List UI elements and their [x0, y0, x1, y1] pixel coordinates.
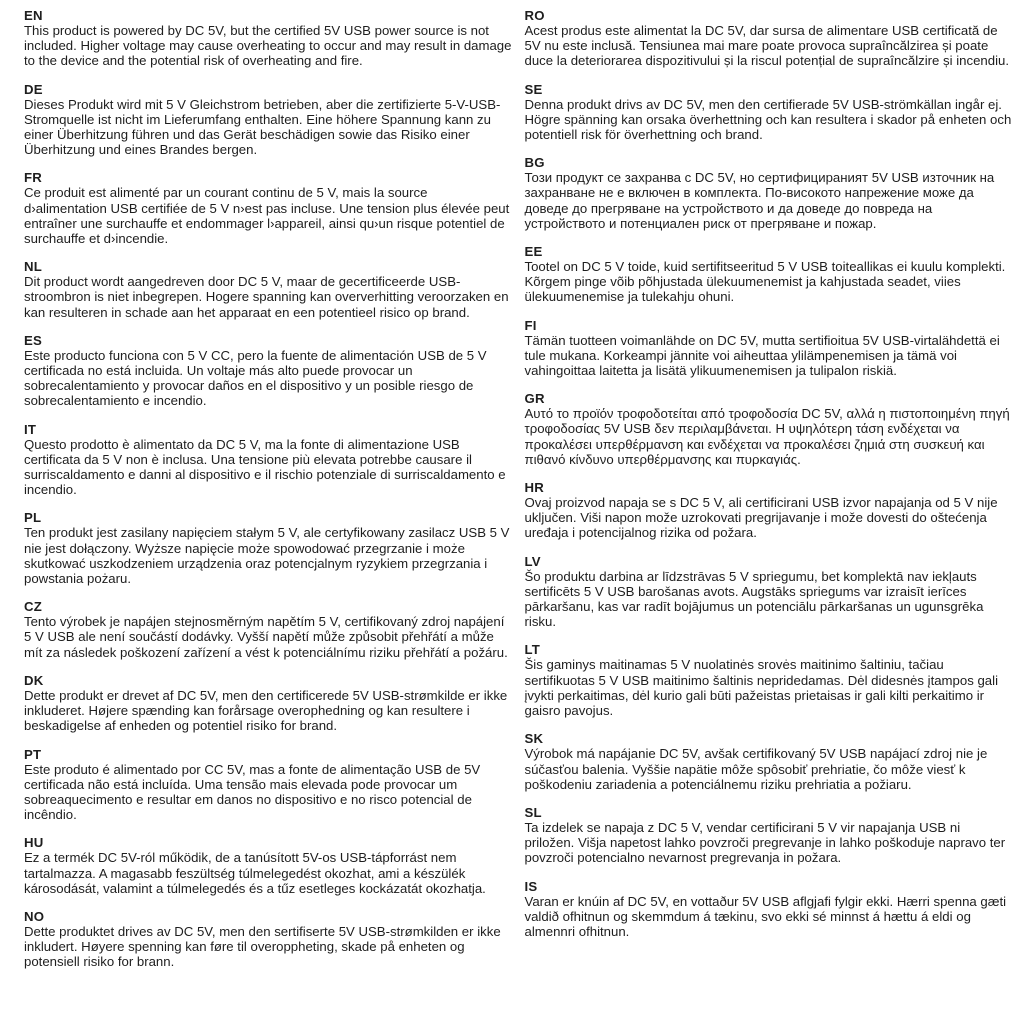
notice-text: Ta izdelek se napaja z DC 5 V, vendar certificirani 5 V vir napajanja USB ni priložen. Višja napetost lahko povzroči pregrevanje in lahko poškoduje napravo ter povzroči potencialno nevarnost pregrevanja in požara.	[524, 819, 1006, 866]
notice-text: Tento výrobek je napájen stejnosměrným napětím 5 V, certifikovaný zdroj napájení 5 V USB ale není součástí dodávky. Vyšší napětí může způsobit přehřátí a může mít za následek poškození zařízení a vést k potenciálnímu riziku přehřátí a požáru.	[24, 614, 508, 660]
language-section	[24, 422, 512, 498]
language-section	[24, 259, 512, 320]
language-section	[24, 835, 512, 896]
language-code-label: IS	[524, 878, 538, 894]
language-section	[24, 909, 512, 970]
language-section	[525, 318, 1013, 379]
notice-text: Αυτό το προϊόν τροφοδοτείται από τροφοδοσία DC 5V, αλλά η πιστοποιημένη πηγή τροφοδοσίας 5V USB δεν περιλαμβάνεται. Η υψηλότερη τάση ενδέχεται να προκαλέσει υπερθέρμανση και ενδέχεται να προκαλέσει ζημιά στη συσκευή και πιθανό κίνδυνο υπερθέρμανσης και πυρκαγιάς.	[524, 406, 1010, 467]
language-section	[525, 8, 1013, 69]
language-code-label: PL	[24, 510, 42, 526]
notice-text: Ce produit est alimenté par un courant continu de 5 V, mais la source d›alimentation USB certifiée de 5 V n›est pas incluse. Une tension plus élevée peut entraîner une surchauffe et endommager l›appareil, ainsi qu›un risque potentiel de surchauffe et d›incendie.	[24, 185, 510, 247]
language-code-label: ES	[24, 332, 42, 348]
language-section	[24, 82, 512, 158]
language-code-label: SK	[524, 731, 544, 747]
language-section	[525, 391, 1013, 467]
notice-text: Ovaj proizvod napaja se s DC 5 V, ali certificirani USB izvor napajanja od 5 V nije uključen. Viši napon može uzrokovati pregrijavanje i može dovesti do oštećenja uređaja i potencijalnog rizika od požara.	[524, 495, 998, 541]
language-section	[24, 510, 512, 586]
notice-text: Dieses Produkt wird mit 5 V Gleichstrom betrieben, aber die zertifizierte 5-V-USB-Stromquelle ist nicht im Lieferumfang enthalten. Eine höhere Spannung kann zu einer Überhitzung führen und das Gerät beschädigen sowie das Risiko einer Überhitzung und eines Brandes bergen.	[24, 96, 501, 158]
column-left	[24, 8, 512, 983]
language-code-label: LT	[524, 642, 541, 658]
notice-text: Denna produkt drivs av DC 5V, men den certifierade 5V USB-strömkällan ingår ej. Högre spänning kan orsaka överhettning och kan resultera i skador på enheten och potentiell risk för överhettning och brand.	[524, 96, 1012, 143]
language-section	[24, 333, 512, 409]
language-code-label: HU	[24, 835, 44, 851]
language-code-label: DE	[24, 81, 43, 97]
language-code-label: PT	[24, 746, 42, 762]
notice-text: Questo prodotto è alimentato da DC 5 V, ma la fonte di alimentazione USB certificata da 5 V non è inclusa. Una tensione più elevata potrebbe causare il surriscaldamento e danni al dispositivo e il rischio potenziale di surriscaldamento e incendio.	[24, 436, 506, 498]
language-code-label: GR	[524, 391, 545, 407]
notice-text: Ten produkt jest zasilany napięciem stałym 5 V, ale certyfikowany zasilacz USB 5 V nie jest dołączony. Wyższe napięcie może spowodować przegrzanie i może skutkować uszkodzeniem urządzenia oraz potencjalnym ryzykiem przegrzania i powstania pożaru.	[24, 525, 510, 587]
language-section	[24, 673, 512, 734]
language-section	[525, 244, 1013, 305]
language-section	[24, 170, 512, 246]
notice-text: Šis gaminys maitinamas 5 V nuolatinės srovės maitinimo šaltiniu, tačiau sertifikuotas 5 V USB maitinimo šaltinis nepridedamas. Dėl didesnės įtampos gali įvykti perkaitimas, dėl kurio gali būti pažeistas prietaisas ir gali kilti perkaitimo ir gaisro pavojus.	[524, 657, 999, 719]
language-code-label: SL	[524, 804, 542, 820]
language-section	[24, 599, 512, 660]
notice-text: Dette produktet drives av DC 5V, men den sertifiserte 5V USB-strømkilden er ikke inkludert. Høyere spenning kan føre til overoppheting, skade på enheten og potensiell risiko for brann.	[24, 923, 501, 970]
language-code-label: FI	[524, 317, 537, 333]
notice-text: Výrobok má napájanie DC 5V, avšak certifikovaný 5V USB napájací zdroj nie je súčasťou balenia. Vyššie napätie môže spôsobiť prehriatie, čo môže viesť k poškodeniu zariadenia a potenciálnemu riziku prehriatia a požiaru.	[524, 746, 988, 792]
language-section	[525, 554, 1013, 630]
column-right	[525, 8, 1013, 983]
notice-text: Tootel on DC 5 V toide, kuid sertifitseeritud 5 V USB toiteallikas ei kuulu komplekti. Kõrgem pinge võib põhjustada ülekuumenemist ja kahjustada seadet, viies ülekuumenemise ja tulekahju ohuni.	[524, 259, 1006, 305]
notice-text: Tämän tuotteen voimanlähde on DC 5V, mutta sertifioitua 5V USB-virtalähdettä ei tule mukana. Korkeampi jännite voi aiheuttaa ylilämpenemisen ja tämä voi vahingoittaa laitetta ja lisätä ylikuumenemisen ja tulipalon riskiä.	[524, 332, 1000, 379]
notice-text: Dit product wordt aangedreven door DC 5 V, maar de gecertificeerde USB-stroombron is niet inbegrepen. Hogere spanning kan oververhitting veroorzaken en kan resulteren in schade aan het apparaat en een potentieel risico op brand.	[24, 274, 509, 320]
notice-text: Ez a termék DC 5V-ról működik, de a tanúsított 5V-os USB-tápforrást nem tartalmazza. A magasabb feszültség túlmelegedést okozhat, ami a készülék károsodását, valamint a túlmelegedés és a tűz esetleges kockázatát okozhatja.	[24, 850, 486, 896]
language-code-label: NL	[24, 259, 42, 275]
language-section	[525, 731, 1013, 792]
notice-text: Este producto funciona con 5 V CC, pero la fuente de alimentación USB de 5 V certificada no está incluida. Un voltaje más alto puede provocar un sobrecalentamiento y provocar daños en el dispositivo y un posible riesgo de sobrecalentamiento e incendio.	[24, 347, 487, 409]
language-section	[525, 805, 1013, 866]
language-section	[24, 747, 512, 823]
language-code-label: CZ	[24, 599, 42, 615]
language-code-label: EN	[24, 8, 43, 23]
language-section	[525, 480, 1013, 541]
language-section	[525, 155, 1013, 231]
notice-text: This product is powered by DC 5V, but the certified 5V USB power source is not included. Higher voltage may cause overheating to occur and may result in damage to the device and the potential risk of overheating and fire.	[24, 23, 512, 69]
language-code-label: EE	[524, 244, 543, 260]
notice-text: Acest produs este alimentat la DC 5V, dar sursa de alimentare USB certificată de 5V nu este inclusă. Tensiunea mai mare poate provoca supraîncălzirea și poate duce la deteriorarea dispozitivului și la riscul potențial de supraîncălzire și incendiu.	[524, 23, 1010, 69]
language-code-label: DK	[24, 672, 44, 688]
language-section	[24, 8, 512, 69]
language-section	[525, 642, 1013, 718]
language-code-label: LV	[524, 553, 541, 569]
language-code-label: NO	[24, 908, 45, 924]
language-section	[525, 879, 1013, 940]
notice-text: Šo produktu darbina ar līdzstrāvas 5 V spriegumu, bet komplektā nav iekļauts sertificēts 5 V USB barošanas avots. Augstāks spriegums var izraisīt ierīces pārkaršanu, kas var radīt bojājumus un potenciālu pārkaršanas un ugunsgrēka risku.	[524, 568, 984, 630]
language-code-label: IT	[24, 421, 37, 437]
language-code-label: RO	[524, 8, 545, 23]
notice-text: Dette produkt er drevet af DC 5V, men den certificerede 5V USB-strømkilde er ikke inkluderet. Højere spænding kan forårsage overophedning og kan resultere i beskadigelse af enheden og potentiel risiko for brand.	[24, 687, 508, 734]
notice-text: Varan er knúin af DC 5V, en vottaður 5V USB aflgjafi fylgir ekki. Hærri spenna gæti valdið ofhitnun og skemmdum á tækinu, svo ekki sé minnst á hættu á eldi og almennri ofhitnun.	[524, 893, 1007, 939]
language-section	[525, 82, 1013, 143]
notice-text: Este produto é alimentado por CC 5V, mas a fonte de alimentação USB de 5V certificada não está incluída. Uma tensão mais elevada pode provocar um sobreaquecimento e resultar em danos no dispositivo e no risco potencial de incêndio.	[24, 761, 481, 823]
notice-text: Този продукт се захранва с DC 5V, но сертифицираният 5V USB източник на захранване не е включен в комплекта. По-високото напрежение може да доведе до прегряване на устройството и да доведе до повреда на устройството и потенциален риск от прегряване и пожар.	[524, 170, 995, 231]
language-code-label: SE	[524, 81, 543, 97]
language-code-label: HR	[524, 480, 544, 496]
language-code-label: BG	[524, 155, 545, 171]
language-code-label: FR	[24, 170, 42, 186]
